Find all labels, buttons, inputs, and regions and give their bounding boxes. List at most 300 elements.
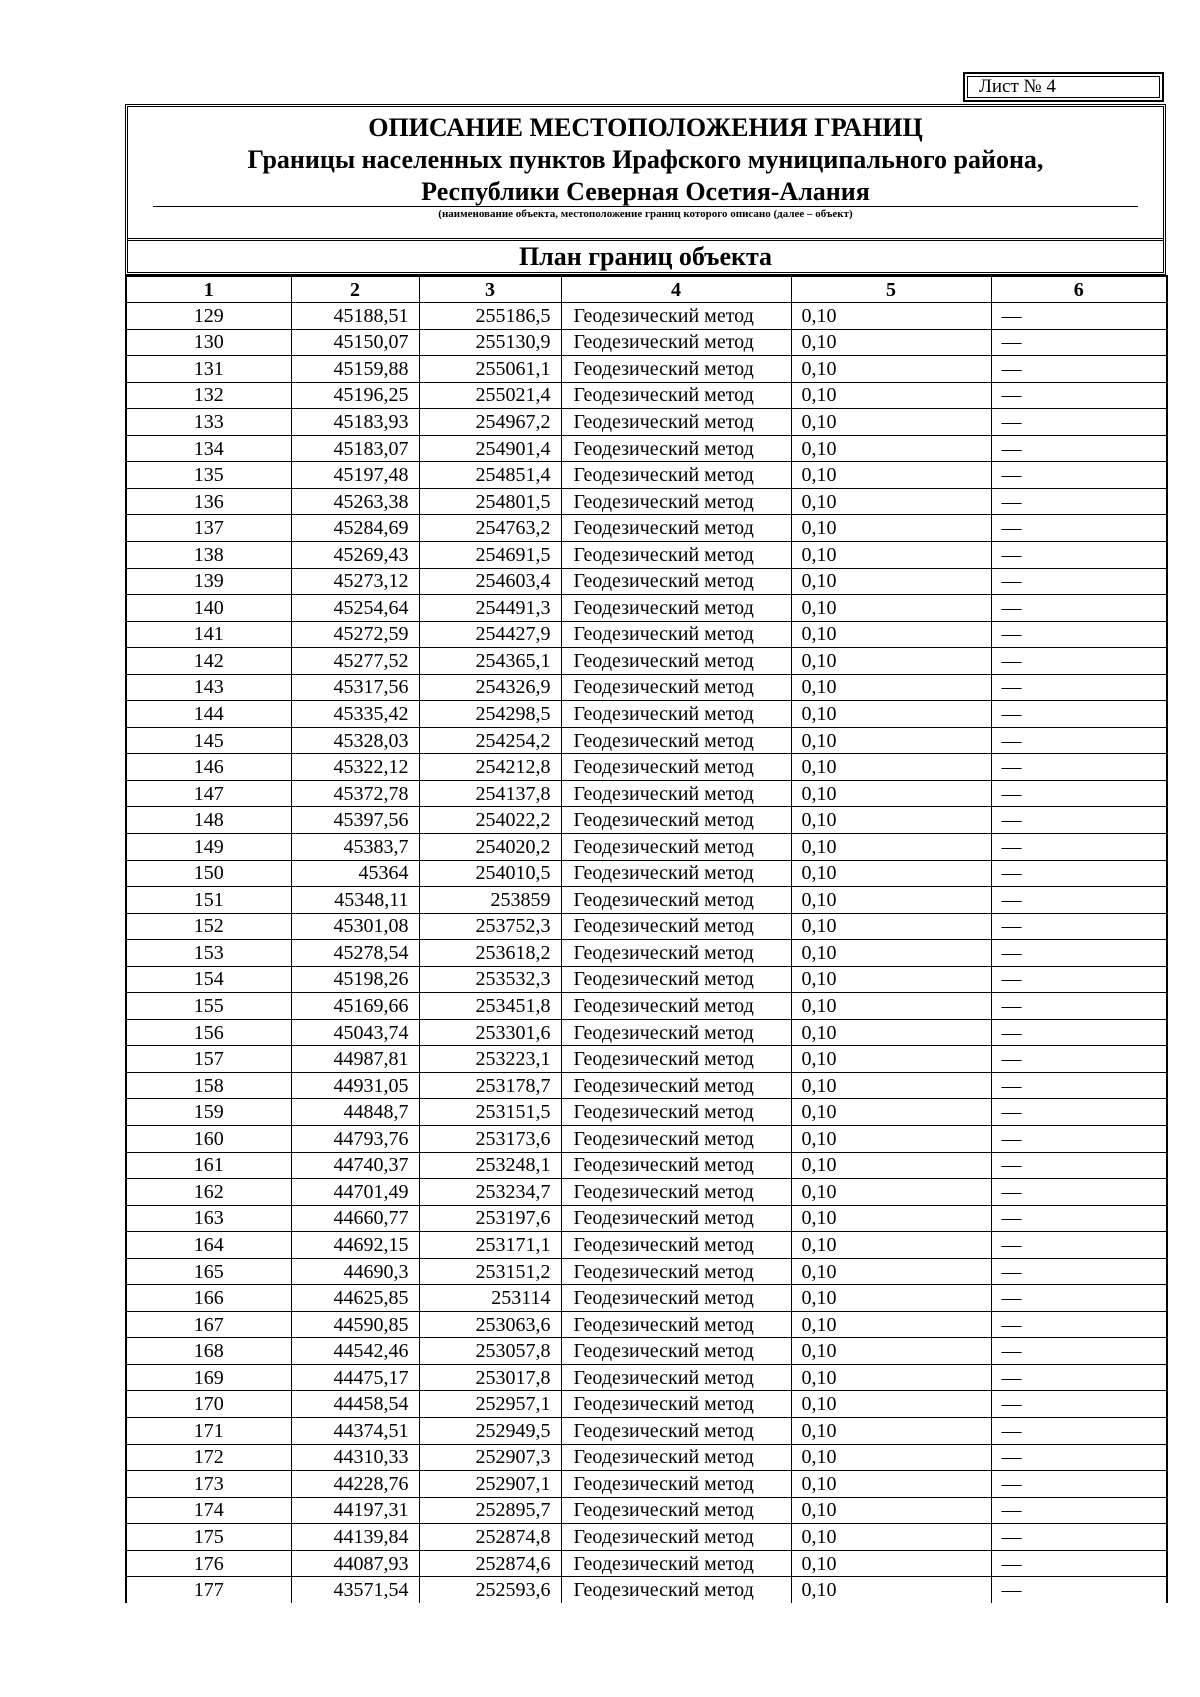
accuracy-cell: 0,10 (791, 727, 991, 754)
method-cell: Геодезический метод (561, 1418, 791, 1445)
description-cell: — (991, 1126, 1167, 1153)
method-cell: Геодезический метод (561, 595, 791, 622)
method-cell: Геодезический метод (561, 674, 791, 701)
description-cell: — (991, 887, 1167, 914)
accuracy-cell: 0,10 (791, 754, 991, 781)
accuracy-cell: 0,10 (791, 701, 991, 728)
method-cell: Геодезический метод (561, 1338, 791, 1365)
method-cell: Геодезический метод (561, 1099, 791, 1126)
accuracy-cell: 0,10 (791, 1364, 991, 1391)
x-coordinate-cell: 44690,3 (291, 1258, 419, 1285)
accuracy-cell: 0,10 (791, 1258, 991, 1285)
point-number-cell: 170 (126, 1391, 291, 1418)
y-coordinate-cell: 252895,7 (419, 1497, 561, 1524)
method-cell: Геодезический метод (561, 329, 791, 356)
description-cell: — (991, 329, 1167, 356)
x-coordinate-cell: 44087,93 (291, 1550, 419, 1577)
y-coordinate-cell: 253151,5 (419, 1099, 561, 1126)
y-coordinate-cell: 255021,4 (419, 382, 561, 409)
x-coordinate-cell: 44374,51 (291, 1418, 419, 1445)
table-row (126, 833, 1167, 860)
x-coordinate-cell: 43571,54 (291, 1577, 419, 1604)
table-row (126, 1471, 1167, 1498)
method-cell: Геодезический метод (561, 1471, 791, 1498)
x-coordinate-cell: 44701,49 (291, 1179, 419, 1206)
accuracy-cell: 0,10 (791, 887, 991, 914)
method-cell: Геодезический метод (561, 409, 791, 436)
y-coordinate-cell: 254427,9 (419, 621, 561, 648)
x-coordinate-cell: 44660,77 (291, 1205, 419, 1232)
y-coordinate-cell: 254603,4 (419, 568, 561, 595)
y-coordinate-cell: 254254,2 (419, 727, 561, 754)
table-row (126, 1072, 1167, 1099)
accuracy-cell: 0,10 (791, 303, 991, 330)
method-cell: Геодезический метод (561, 1152, 791, 1179)
point-number-cell: 174 (126, 1497, 291, 1524)
method-cell: Геодезический метод (561, 462, 791, 489)
description-cell: — (991, 1391, 1167, 1418)
table-row (126, 1258, 1167, 1285)
description-cell: — (991, 780, 1167, 807)
point-number-cell: 137 (126, 515, 291, 542)
table-row (126, 727, 1167, 754)
point-number-cell: 177 (126, 1577, 291, 1604)
y-coordinate-cell: 253173,6 (419, 1126, 561, 1153)
x-coordinate-cell: 45335,42 (291, 701, 419, 728)
description-cell: — (991, 807, 1167, 834)
column-header: 4 (561, 276, 791, 303)
point-number-cell: 144 (126, 701, 291, 728)
method-cell: Геодезический метод (561, 1232, 791, 1259)
method-cell: Геодезический метод (561, 621, 791, 648)
method-cell: Геодезический метод (561, 1019, 791, 1046)
description-cell: — (991, 356, 1167, 383)
method-cell: Геодезический метод (561, 940, 791, 967)
accuracy-cell: 0,10 (791, 1019, 991, 1046)
description-cell: — (991, 488, 1167, 515)
table-row (126, 1444, 1167, 1471)
x-coordinate-cell: 44590,85 (291, 1311, 419, 1338)
accuracy-cell: 0,10 (791, 488, 991, 515)
point-number-cell: 172 (126, 1444, 291, 1471)
description-cell: — (991, 993, 1167, 1020)
point-number-cell: 154 (126, 966, 291, 993)
method-cell: Геодезический метод (561, 1444, 791, 1471)
table-header-row (126, 276, 1167, 303)
description-cell: — (991, 595, 1167, 622)
point-number-cell: 130 (126, 329, 291, 356)
description-cell: — (991, 1258, 1167, 1285)
table-row (126, 568, 1167, 595)
description-cell: — (991, 1072, 1167, 1099)
x-coordinate-cell: 45043,74 (291, 1019, 419, 1046)
x-coordinate-cell: 45197,48 (291, 462, 419, 489)
accuracy-cell: 0,10 (791, 780, 991, 807)
description-cell: — (991, 1550, 1167, 1577)
column-header: 2 (291, 276, 419, 303)
method-cell: Геодезический метод (561, 382, 791, 409)
description-cell: — (991, 1444, 1167, 1471)
point-number-cell: 151 (126, 887, 291, 914)
y-coordinate-cell: 255130,9 (419, 329, 561, 356)
x-coordinate-cell: 44228,76 (291, 1471, 419, 1498)
point-number-cell: 145 (126, 727, 291, 754)
y-coordinate-cell: 253057,8 (419, 1338, 561, 1365)
object-name-line1: Границы населенных пунктов Ирафского муниципального района, (247, 145, 1044, 174)
table-row (126, 1099, 1167, 1126)
point-number-cell: 163 (126, 1205, 291, 1232)
accuracy-cell: 0,10 (791, 833, 991, 860)
y-coordinate-cell: 253532,3 (419, 966, 561, 993)
description-cell: — (991, 621, 1167, 648)
accuracy-cell: 0,10 (791, 993, 991, 1020)
table-row (126, 1232, 1167, 1259)
x-coordinate-cell: 44931,05 (291, 1072, 419, 1099)
description-cell: — (991, 940, 1167, 967)
accuracy-cell: 0,10 (791, 1338, 991, 1365)
point-number-cell: 156 (126, 1019, 291, 1046)
description-cell: — (991, 1524, 1167, 1551)
method-cell: Геодезический метод (561, 833, 791, 860)
x-coordinate-cell: 45317,56 (291, 674, 419, 701)
description-cell: — (991, 568, 1167, 595)
description-cell: — (991, 1497, 1167, 1524)
point-number-cell: 158 (126, 1072, 291, 1099)
table-row (126, 674, 1167, 701)
table-row (126, 409, 1167, 436)
x-coordinate-cell: 45322,12 (291, 754, 419, 781)
x-coordinate-cell: 44139,84 (291, 1524, 419, 1551)
point-number-cell: 169 (126, 1364, 291, 1391)
point-number-cell: 166 (126, 1285, 291, 1312)
plan-title: План границ объекта (518, 242, 773, 271)
table-row (126, 1205, 1167, 1232)
accuracy-cell: 0,10 (791, 595, 991, 622)
table-row (126, 1550, 1167, 1577)
accuracy-cell: 0,10 (791, 1444, 991, 1471)
y-coordinate-cell: 252907,1 (419, 1471, 561, 1498)
method-cell: Геодезический метод (561, 541, 791, 568)
table-row (126, 303, 1167, 330)
method-cell: Геодезический метод (561, 1311, 791, 1338)
description-cell: — (991, 382, 1167, 409)
method-cell: Геодезический метод (561, 1577, 791, 1604)
x-coordinate-cell: 45397,56 (291, 807, 419, 834)
accuracy-cell: 0,10 (791, 648, 991, 675)
table-row (126, 356, 1167, 383)
point-number-cell: 129 (126, 303, 291, 330)
y-coordinate-cell: 252874,8 (419, 1524, 561, 1551)
x-coordinate-cell: 45284,69 (291, 515, 419, 542)
point-number-cell: 133 (126, 409, 291, 436)
method-cell: Геодезический метод (561, 435, 791, 462)
point-number-cell: 150 (126, 860, 291, 887)
description-cell: — (991, 462, 1167, 489)
point-number-cell: 160 (126, 1126, 291, 1153)
x-coordinate-cell: 45301,08 (291, 913, 419, 940)
y-coordinate-cell: 255061,1 (419, 356, 561, 383)
table-row (126, 595, 1167, 622)
method-cell: Геодезический метод (561, 1258, 791, 1285)
y-coordinate-cell: 253178,7 (419, 1072, 561, 1099)
object-name-underline (153, 206, 1138, 207)
y-coordinate-cell: 254020,2 (419, 833, 561, 860)
table-row (126, 1046, 1167, 1073)
column-header: 3 (419, 276, 561, 303)
method-cell: Геодезический метод (561, 1126, 791, 1153)
y-coordinate-cell: 253451,8 (419, 993, 561, 1020)
table-row (126, 701, 1167, 728)
point-number-cell: 135 (126, 462, 291, 489)
accuracy-cell: 0,10 (791, 1179, 991, 1206)
description-cell: — (991, 966, 1167, 993)
method-cell: Геодезический метод (561, 807, 791, 834)
accuracy-cell: 0,10 (791, 382, 991, 409)
table-row (126, 913, 1167, 940)
point-number-cell: 147 (126, 780, 291, 807)
accuracy-cell: 0,10 (791, 674, 991, 701)
document-title: ОПИСАНИЕ МЕСТОПОЛОЖЕНИЯ ГРАНИЦ (368, 113, 923, 142)
sheet-number-label: Лист № 4 (979, 76, 1056, 97)
accuracy-cell: 0,10 (791, 1391, 991, 1418)
y-coordinate-cell: 252874,6 (419, 1550, 561, 1577)
column-header: 6 (991, 276, 1167, 303)
point-number-cell: 162 (126, 1179, 291, 1206)
x-coordinate-cell: 45269,43 (291, 541, 419, 568)
point-number-cell: 148 (126, 807, 291, 834)
description-cell: — (991, 727, 1167, 754)
table-row (126, 1338, 1167, 1365)
method-cell: Геодезический метод (561, 860, 791, 887)
x-coordinate-cell: 44542,46 (291, 1338, 419, 1365)
point-number-cell: 140 (126, 595, 291, 622)
y-coordinate-cell: 253618,2 (419, 940, 561, 967)
y-coordinate-cell: 253223,1 (419, 1046, 561, 1073)
method-cell: Геодезический метод (561, 356, 791, 383)
table-row (126, 1364, 1167, 1391)
x-coordinate-cell: 44740,37 (291, 1152, 419, 1179)
table-row (126, 329, 1167, 356)
y-coordinate-cell: 254967,2 (419, 409, 561, 436)
x-coordinate-cell: 44848,7 (291, 1099, 419, 1126)
point-number-cell: 134 (126, 435, 291, 462)
point-number-cell: 136 (126, 488, 291, 515)
table-row (126, 462, 1167, 489)
y-coordinate-cell: 254851,4 (419, 462, 561, 489)
description-cell: — (991, 833, 1167, 860)
x-coordinate-cell: 44692,15 (291, 1232, 419, 1259)
method-cell: Геодезический метод (561, 1285, 791, 1312)
x-coordinate-cell: 45183,93 (291, 409, 419, 436)
accuracy-cell: 0,10 (791, 1232, 991, 1259)
table-row (126, 1126, 1167, 1153)
description-cell: — (991, 515, 1167, 542)
accuracy-cell: 0,10 (791, 1550, 991, 1577)
method-cell: Геодезический метод (561, 1497, 791, 1524)
point-number-cell: 167 (126, 1311, 291, 1338)
method-cell: Геодезический метод (561, 966, 791, 993)
y-coordinate-cell: 254010,5 (419, 860, 561, 887)
accuracy-cell: 0,10 (791, 966, 991, 993)
accuracy-cell: 0,10 (791, 1524, 991, 1551)
point-number-cell: 173 (126, 1471, 291, 1498)
accuracy-cell: 0,10 (791, 1497, 991, 1524)
column-header: 5 (791, 276, 991, 303)
x-coordinate-cell: 44197,31 (291, 1497, 419, 1524)
y-coordinate-cell: 253859 (419, 887, 561, 914)
accuracy-cell: 0,10 (791, 462, 991, 489)
y-coordinate-cell: 253171,1 (419, 1232, 561, 1259)
table-row (126, 966, 1167, 993)
accuracy-cell: 0,10 (791, 1311, 991, 1338)
method-cell: Геодезический метод (561, 1205, 791, 1232)
table-row (126, 382, 1167, 409)
method-cell: Геодезический метод (561, 648, 791, 675)
method-cell: Геодезический метод (561, 727, 791, 754)
x-coordinate-cell: 45150,07 (291, 329, 419, 356)
y-coordinate-cell: 253197,6 (419, 1205, 561, 1232)
point-number-cell: 142 (126, 648, 291, 675)
x-coordinate-cell: 44458,54 (291, 1391, 419, 1418)
description-cell: — (991, 303, 1167, 330)
point-number-cell: 157 (126, 1046, 291, 1073)
sheet-number-box (963, 72, 1164, 102)
method-cell: Геодезический метод (561, 1072, 791, 1099)
y-coordinate-cell: 253151,2 (419, 1258, 561, 1285)
accuracy-cell: 0,10 (791, 541, 991, 568)
method-cell: Геодезический метод (561, 1550, 791, 1577)
description-cell: — (991, 701, 1167, 728)
description-cell: — (991, 1285, 1167, 1312)
method-cell: Геодезический метод (561, 568, 791, 595)
boundary-points-table (125, 275, 1168, 1603)
method-cell: Геодезический метод (561, 701, 791, 728)
point-number-cell: 165 (126, 1258, 291, 1285)
description-cell: — (991, 1364, 1167, 1391)
x-coordinate-cell: 45263,38 (291, 488, 419, 515)
accuracy-cell: 0,10 (791, 1577, 991, 1604)
x-coordinate-cell: 45348,11 (291, 887, 419, 914)
x-coordinate-cell: 45328,03 (291, 727, 419, 754)
description-cell: — (991, 1152, 1167, 1179)
table-row (126, 435, 1167, 462)
point-number-cell: 153 (126, 940, 291, 967)
method-cell: Геодезический метод (561, 993, 791, 1020)
accuracy-cell: 0,10 (791, 1126, 991, 1153)
point-number-cell: 138 (126, 541, 291, 568)
description-cell: — (991, 860, 1167, 887)
point-number-cell: 152 (126, 913, 291, 940)
table-row (126, 1418, 1167, 1445)
accuracy-cell: 0,10 (791, 860, 991, 887)
accuracy-cell: 0,10 (791, 515, 991, 542)
table-row (126, 993, 1167, 1020)
point-number-cell: 155 (126, 993, 291, 1020)
x-coordinate-cell: 45159,88 (291, 356, 419, 383)
description-cell: — (991, 648, 1167, 675)
table-row (126, 621, 1167, 648)
x-coordinate-cell: 45277,52 (291, 648, 419, 675)
x-coordinate-cell: 44475,17 (291, 1364, 419, 1391)
x-coordinate-cell: 45196,25 (291, 382, 419, 409)
y-coordinate-cell: 254137,8 (419, 780, 561, 807)
x-coordinate-cell: 44625,85 (291, 1285, 419, 1312)
accuracy-cell: 0,10 (791, 568, 991, 595)
accuracy-cell: 0,10 (791, 1072, 991, 1099)
description-cell: — (991, 1099, 1167, 1126)
y-coordinate-cell: 254901,4 (419, 435, 561, 462)
y-coordinate-cell: 253752,3 (419, 913, 561, 940)
table-row (126, 780, 1167, 807)
accuracy-cell: 0,10 (791, 1471, 991, 1498)
table-row (126, 860, 1167, 887)
accuracy-cell: 0,10 (791, 1205, 991, 1232)
y-coordinate-cell: 254491,3 (419, 595, 561, 622)
description-cell: — (991, 674, 1167, 701)
table-row (126, 1497, 1167, 1524)
method-cell: Геодезический метод (561, 515, 791, 542)
method-cell: Геодезический метод (561, 887, 791, 914)
description-cell: — (991, 435, 1167, 462)
accuracy-cell: 0,10 (791, 621, 991, 648)
accuracy-cell: 0,10 (791, 940, 991, 967)
x-coordinate-cell: 45254,64 (291, 595, 419, 622)
y-coordinate-cell: 253234,7 (419, 1179, 561, 1206)
y-coordinate-cell: 253248,1 (419, 1152, 561, 1179)
x-coordinate-cell: 44987,81 (291, 1046, 419, 1073)
y-coordinate-cell: 252957,1 (419, 1391, 561, 1418)
description-cell: — (991, 1205, 1167, 1232)
y-coordinate-cell: 255186,5 (419, 303, 561, 330)
point-number-cell: 132 (126, 382, 291, 409)
point-number-cell: 139 (126, 568, 291, 595)
y-coordinate-cell: 253017,8 (419, 1364, 561, 1391)
x-coordinate-cell: 45183,07 (291, 435, 419, 462)
point-number-cell: 175 (126, 1524, 291, 1551)
x-coordinate-cell: 44310,33 (291, 1444, 419, 1471)
y-coordinate-cell: 254326,9 (419, 674, 561, 701)
method-cell: Геодезический метод (561, 780, 791, 807)
table-row (126, 1019, 1167, 1046)
table-row (126, 515, 1167, 542)
table-row (126, 541, 1167, 568)
description-cell: — (991, 409, 1167, 436)
point-number-cell: 131 (126, 356, 291, 383)
point-number-cell: 171 (126, 1418, 291, 1445)
point-number-cell: 141 (126, 621, 291, 648)
accuracy-cell: 0,10 (791, 435, 991, 462)
method-cell: Геодезический метод (561, 1391, 791, 1418)
description-cell: — (991, 1046, 1167, 1073)
point-number-cell: 161 (126, 1152, 291, 1179)
description-cell: — (991, 913, 1167, 940)
table-row (126, 1311, 1167, 1338)
table-row (126, 940, 1167, 967)
description-cell: — (991, 1311, 1167, 1338)
accuracy-cell: 0,10 (791, 329, 991, 356)
y-coordinate-cell: 253301,6 (419, 1019, 561, 1046)
description-cell: — (991, 1338, 1167, 1365)
object-name-line2: Республики Северная Осетия-Алания (421, 177, 870, 206)
y-coordinate-cell: 252949,5 (419, 1418, 561, 1445)
table-row (126, 488, 1167, 515)
accuracy-cell: 0,10 (791, 1418, 991, 1445)
method-cell: Геодезический метод (561, 1046, 791, 1073)
method-cell: Геодезический метод (561, 488, 791, 515)
x-coordinate-cell: 45273,12 (291, 568, 419, 595)
point-number-cell: 143 (126, 674, 291, 701)
method-cell: Геодезический метод (561, 1364, 791, 1391)
